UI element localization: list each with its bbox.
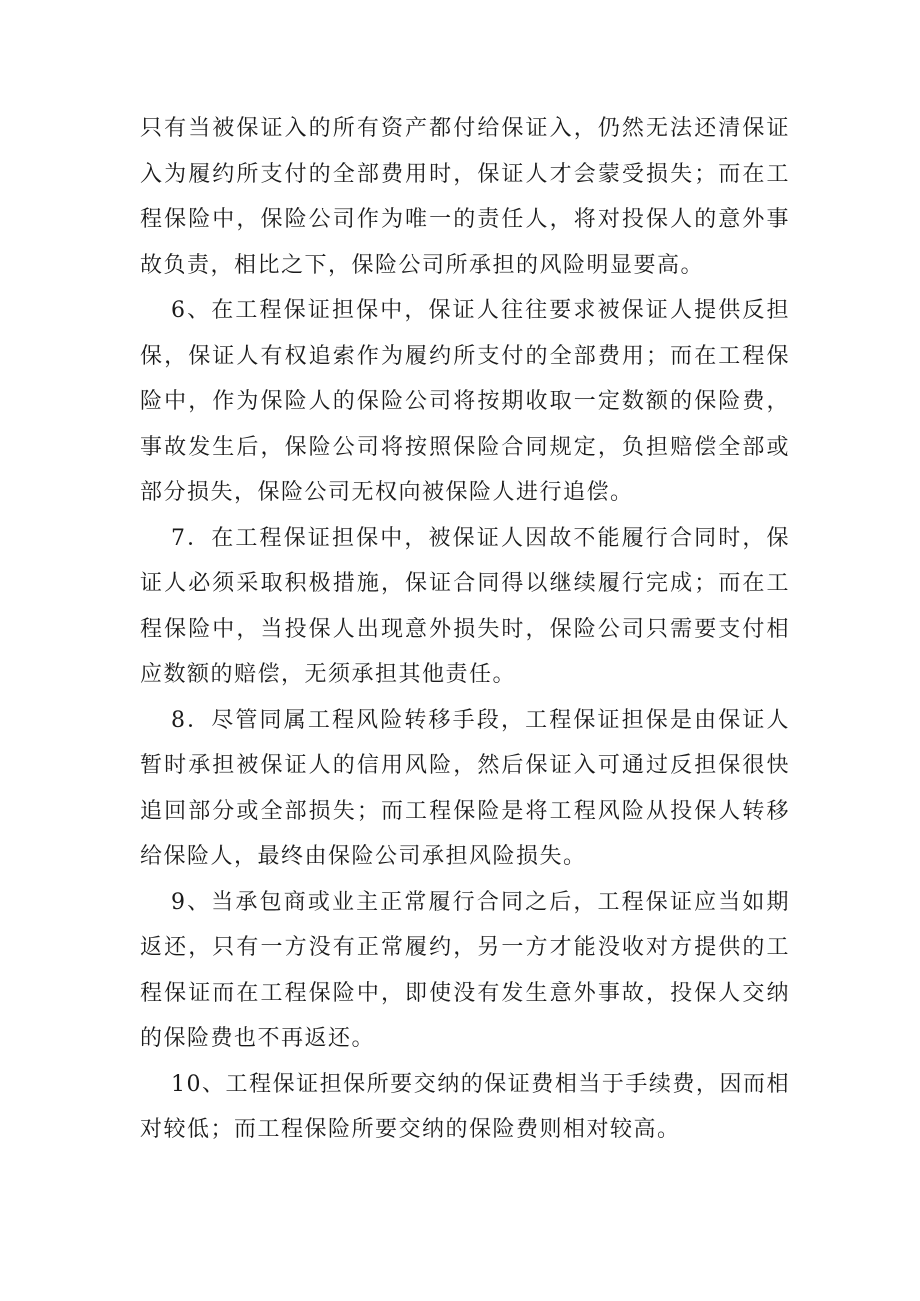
paragraph-item-10: 10、工程保证担保所要交纳的保证费相当于手续费，因而相对较低；而工程保险所要交纳的保险费则相对较高。: [140, 1071, 790, 1142]
paragraph-item-8: 8．尽管同属工程风险转移手段，工程保证担保是由保证人暂时承担被保证人的信用风险，然后保证入可通过反担保很快追回部分或全部损失；而工程保险是将工程风险从投保人转移给保险人，最终由保险公司承担风险损失。: [140, 707, 790, 869]
document-body: [140, 106, 790, 1153]
paragraph-item-9: 9、当承包商或业主正常履行合同之后，工程保证应当如期返还，只有一方没有正常履约，另一方才能没收对方提供的工程保证而在工程保险中，即使没有发生意外事故，投保人交纳的保险费也不再返还。: [140, 889, 790, 1051]
paragraph-continuation: 只有当被保证入的所有资产都付给保证入，仍然无法还清保证入为履约所支付的全部费用时，保证人才会蒙受损失；而在工程保险中，保险公司作为唯一的责任人，将对投保人的意外事故负责，相比之下，保险公司所承担的风险明显要高。: [140, 116, 790, 278]
paragraph-item-6: 6、在工程保证担保中，保证人往往要求被保证人提供反担保，保证人有权追索作为履约所支付的全部费用；而在工程保险中，作为保险人的保险公司将按期收取一定数额的保险费，事故发生后，保险公司将按照保险合同规定，负担赔偿全部或部分损失，保险公司无权向被保险人进行追偿。: [140, 298, 790, 505]
paragraph-item-7: 7．在工程保证担保中，被保证人因故不能履行合同时，保证人必须采取积极措施，保证合同得以继续履行完成；而在工程保险中，当投保人出现意外损失时，保险公司只需要支付相应数额的赔偿，无须承担其他责任。: [140, 525, 790, 687]
